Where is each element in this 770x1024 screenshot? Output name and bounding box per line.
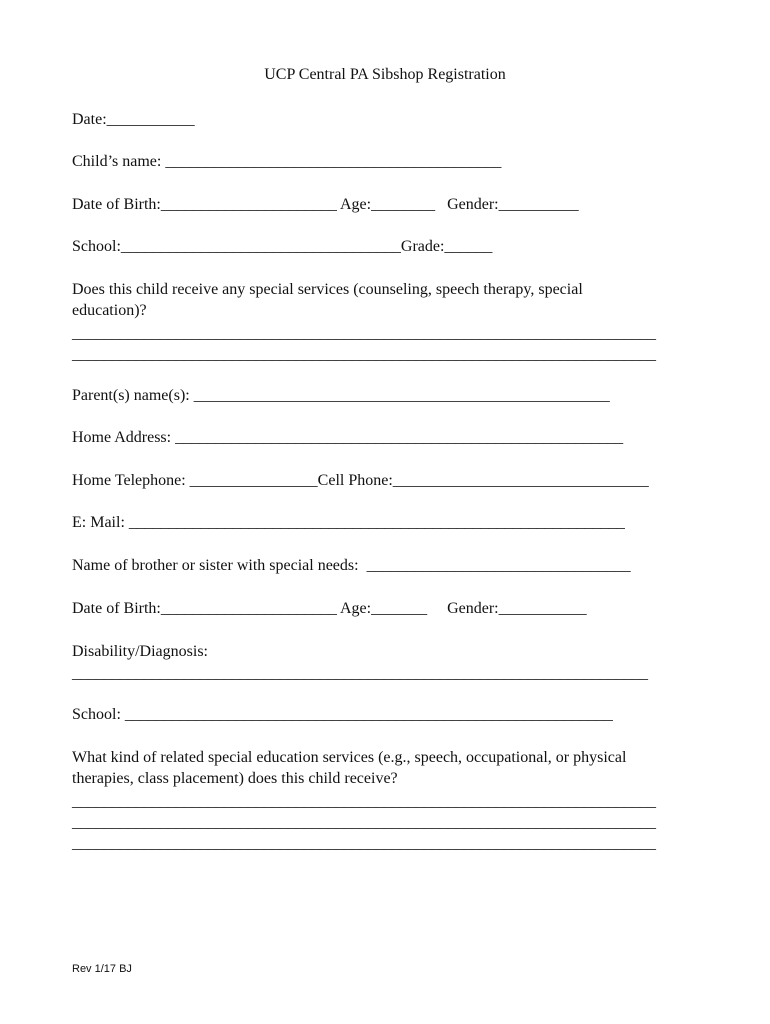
special-services-question-cont: education)? (72, 302, 147, 319)
dob-age-gender-field[interactable]: Date of Birth:______________________ Age:________ Gender:__________ (72, 196, 579, 213)
disability-answer-line[interactable]: ________________________________________________________________________ (72, 665, 648, 682)
date-field[interactable]: Date:___________ (72, 111, 195, 128)
revision-footer: Rev 1/17 BJ (72, 963, 132, 975)
sibling-dob-age-gender-field[interactable]: Date of Birth:______________________ Age:_______ Gender:___________ (72, 600, 587, 617)
form-title: UCP Central PA Sibshop Registration (264, 66, 506, 83)
related-services-answer-line[interactable]: _________________________________________________________________________ (72, 814, 656, 831)
related-services-question-cont: therapies, class placement) does this child receive? (72, 770, 398, 787)
special-services-answer-line[interactable]: _________________________________________________________________________ (72, 346, 656, 363)
phones-field[interactable]: Home Telephone: ________________Cell Phone:________________________________ (72, 472, 649, 489)
special-services-answer-line[interactable]: _________________________________________________________________________ (72, 325, 656, 342)
parents-name-field[interactable]: Parent(s) name(s): ____________________________________________________ (72, 387, 610, 404)
school-grade-field[interactable]: School:___________________________________Grade:______ (72, 238, 493, 255)
related-services-answer-line[interactable]: _________________________________________________________________________ (72, 835, 656, 852)
special-services-question: Does this child receive any special services (counseling, speech therapy, special (72, 281, 583, 298)
related-services-question: What kind of related special education services (e.g., speech, occupational, or physical (72, 749, 627, 766)
related-services-answer-line[interactable]: _________________________________________________________________________ (72, 793, 656, 810)
childs-name-field[interactable]: Child’s name: __________________________________________ (72, 153, 502, 170)
disability-label: Disability/Diagnosis: (72, 643, 208, 660)
home-address-field[interactable]: Home Address: ________________________________________________________ (72, 429, 624, 446)
email-field[interactable]: E: Mail: ______________________________________________________________ (72, 514, 625, 531)
sibling-school-field[interactable]: School: _____________________________________________________________ (72, 706, 613, 723)
sibling-name-field[interactable]: Name of brother or sister with special needs: _________________________________ (72, 557, 631, 574)
